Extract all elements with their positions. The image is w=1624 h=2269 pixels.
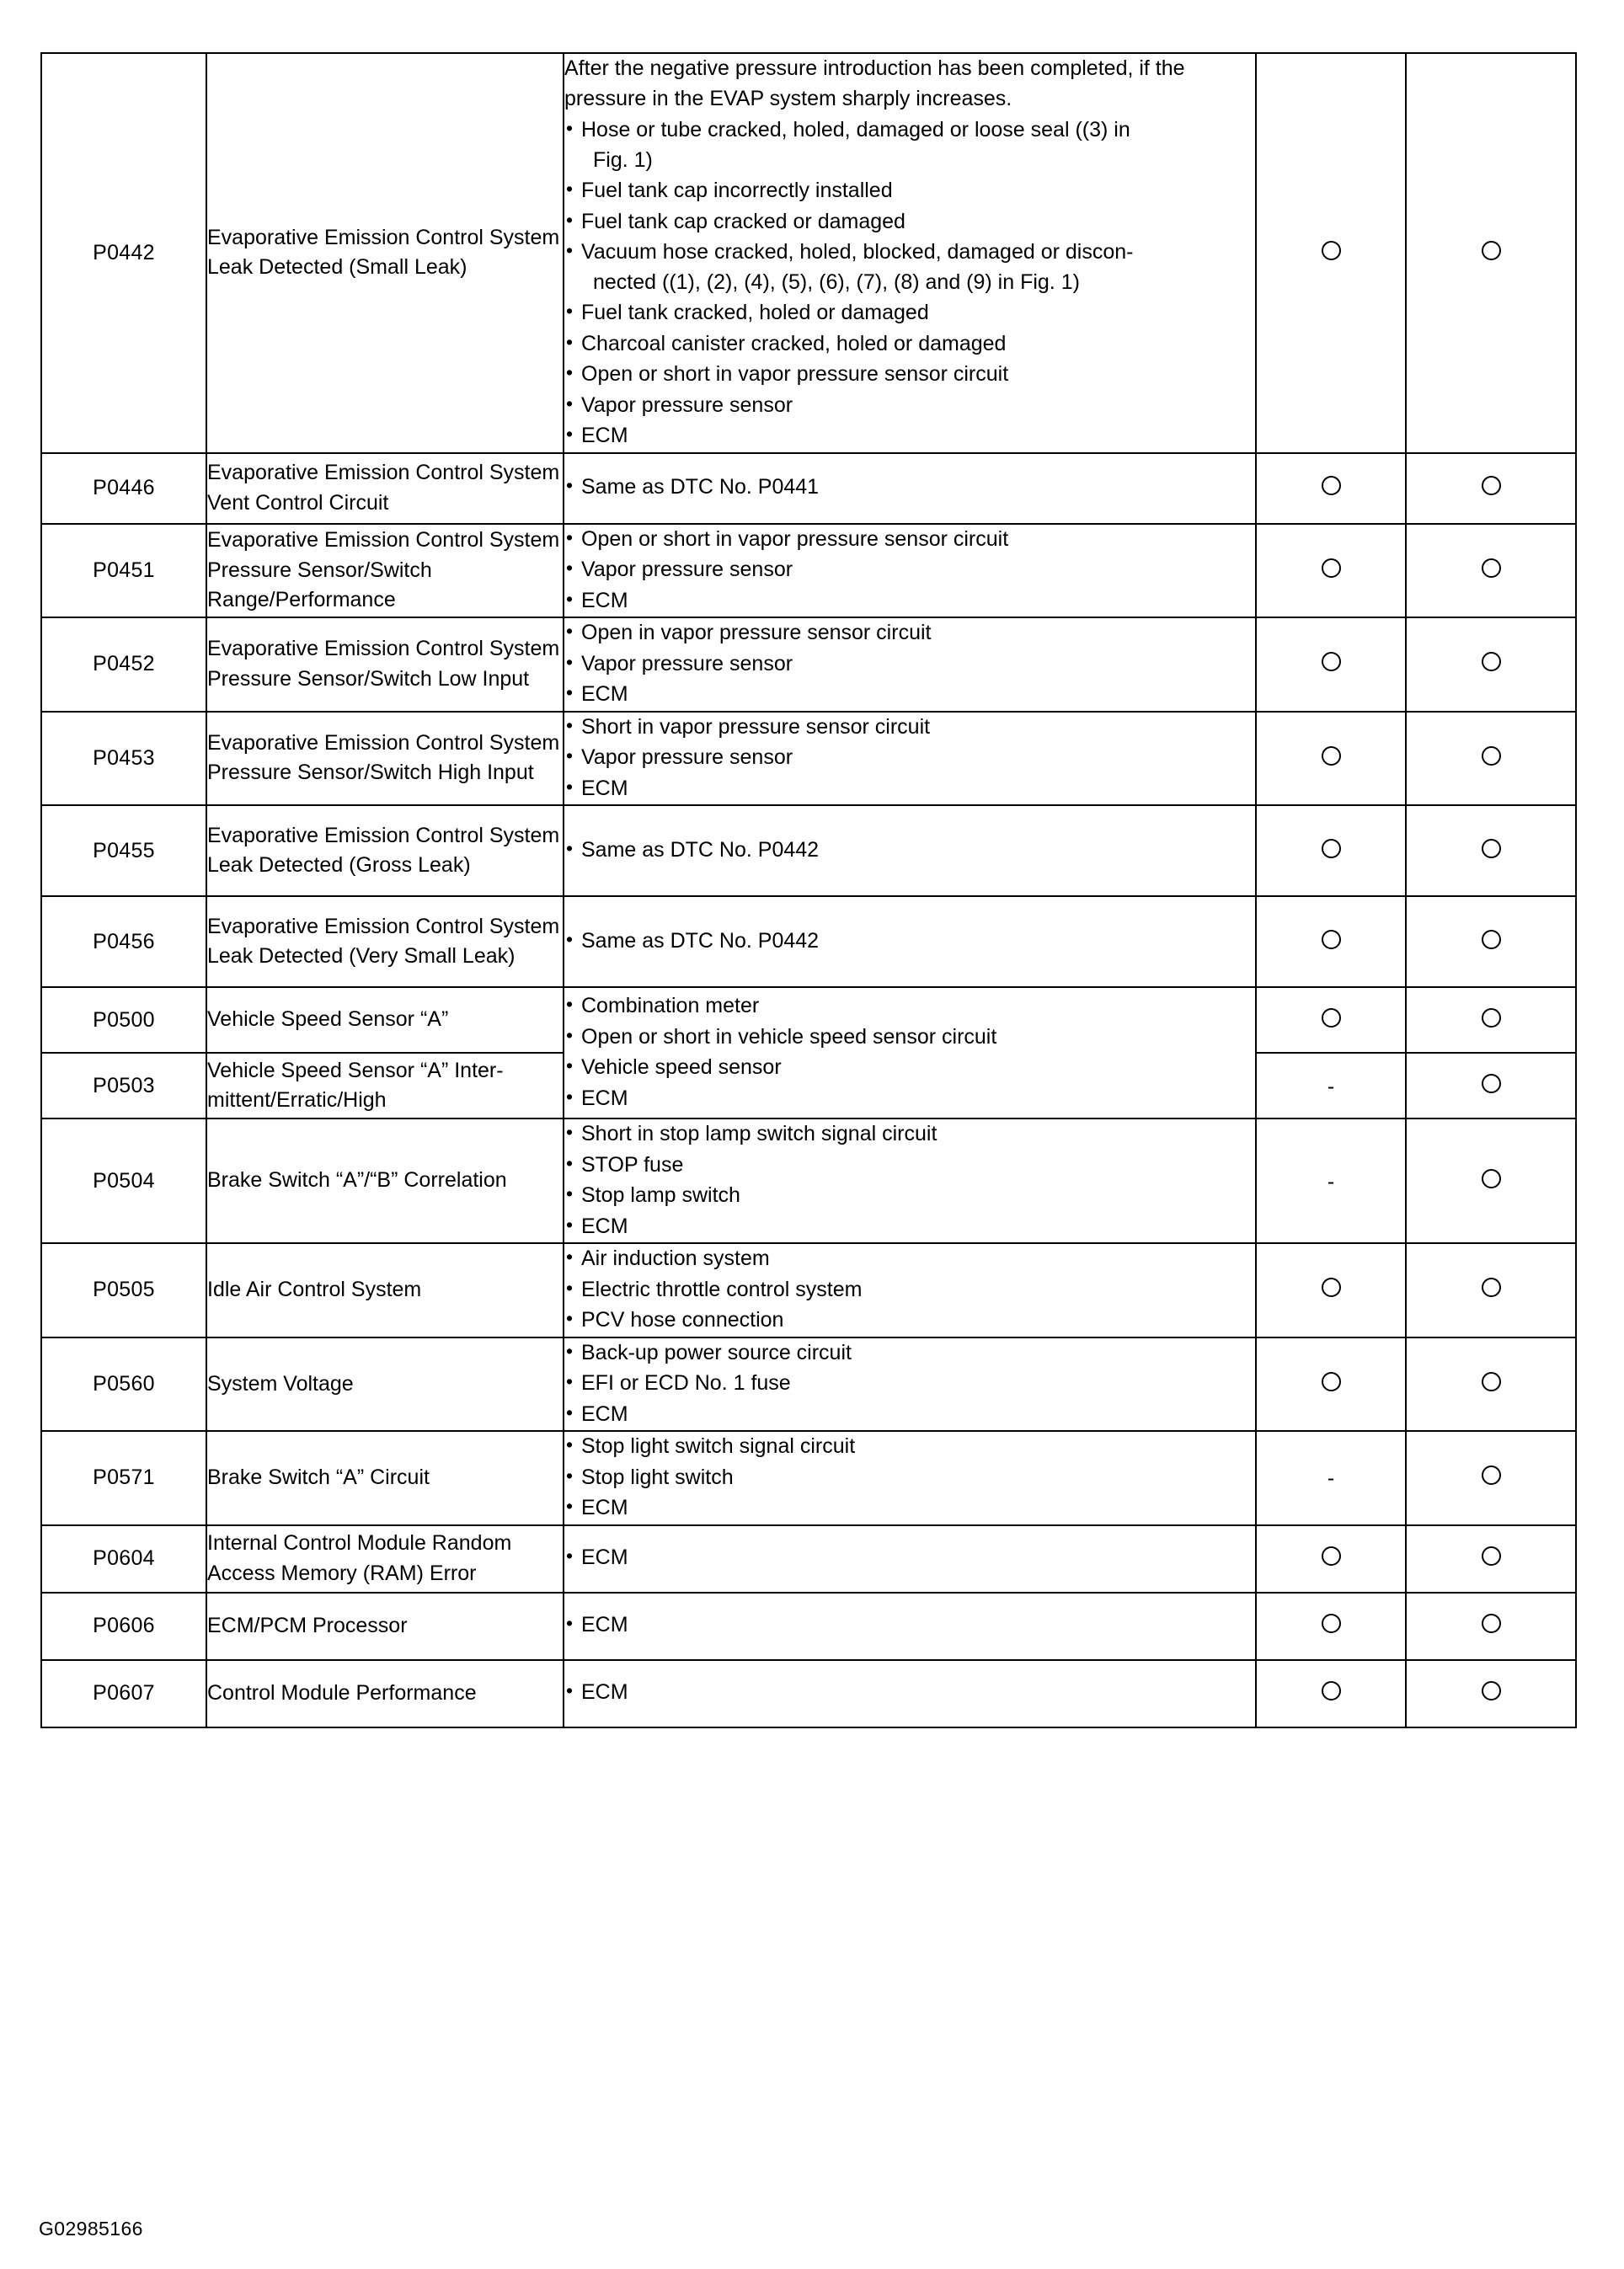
- list-item: [564, 713, 1255, 743]
- detection-item-list: [564, 836, 1255, 866]
- dtc-name-cell: Evaporative Emission Control System Pressure Sensor/Switch Low Input: [206, 617, 564, 712]
- dtc-name-cell: Control Module Performance: [206, 1660, 564, 1727]
- memory-indicator-cell: [1406, 896, 1576, 987]
- detection-lead-text: After the negative pressure introduction has been completed, if the pressure in the EVAP system sharply increases.: [564, 56, 1185, 110]
- memory-indicator-cell: [1406, 617, 1576, 712]
- memory-circle-icon: [1482, 558, 1501, 578]
- dtc-name-cell: Evaporative Emission Control System Leak Detected (Gross Leak): [206, 805, 564, 896]
- mil-circle-icon: [1322, 652, 1341, 671]
- list-item: [564, 836, 1255, 866]
- list-item-text: Vapor pressure sensor: [581, 745, 793, 769]
- dtc-code-cell: P0560: [41, 1337, 206, 1432]
- list-item: [564, 1084, 1255, 1114]
- detection-item-list: [564, 1610, 1255, 1641]
- mil-indicator-cell: [1256, 1118, 1406, 1243]
- list-item: [564, 1181, 1255, 1211]
- mil-dash-icon: -: [1327, 1074, 1335, 1098]
- list-item: [564, 1610, 1255, 1641]
- table-row: [41, 987, 1576, 1053]
- mil-indicator-cell: [1256, 524, 1406, 618]
- list-item-text: ECM: [581, 682, 628, 706]
- mil-indicator-cell: [1256, 1593, 1406, 1660]
- memory-indicator-cell: [1406, 1337, 1576, 1432]
- detection-item-list: [564, 713, 1255, 804]
- dtc-name-cell: Idle Air Control System: [206, 1243, 564, 1337]
- list-item: [564, 298, 1255, 328]
- list-item-text: Hose or tube cracked, holed, damaged or loose seal ((3) in: [581, 118, 1130, 141]
- list-item-text: ECM: [581, 424, 628, 447]
- dtc-name-cell: Evaporative Emission Control System Vent Control Circuit: [206, 453, 564, 524]
- list-item: [564, 1022, 1255, 1053]
- list-item: [564, 1432, 1255, 1462]
- dtc-code-cell: P0571: [41, 1431, 206, 1525]
- list-item: [564, 207, 1255, 238]
- mil-indicator-cell: [1256, 1431, 1406, 1525]
- list-item-text: Open or short in vehicle speed sensor circuit: [581, 1024, 997, 1049]
- list-item: [564, 1212, 1255, 1242]
- dtc-table: [40, 52, 1577, 1728]
- list-item: [564, 1369, 1255, 1399]
- memory-circle-icon: [1482, 746, 1501, 766]
- list-item: [564, 1493, 1255, 1524]
- memory-indicator-cell: [1406, 1243, 1576, 1337]
- dtc-detection-cell: [564, 453, 1256, 524]
- memory-circle-icon: [1482, 1074, 1501, 1093]
- list-item-continuation: Fig. 1): [593, 147, 653, 172]
- list-item-text: ECM: [581, 1496, 628, 1519]
- dtc-name-cell: Evaporative Emission Control System Leak Detected (Small Leak): [206, 53, 564, 453]
- list-item-text: Open or short in vapor pressure sensor circuit: [581, 362, 1009, 386]
- memory-circle-icon: [1482, 652, 1501, 671]
- detection-item-list: [564, 115, 1255, 451]
- list-item-text: Same as DTC No. P0441: [581, 475, 820, 499]
- dtc-code-cell: P0453: [41, 712, 206, 806]
- list-item-text: Charcoal canister cracked, holed or damaged: [581, 331, 1007, 355]
- list-item: [564, 1400, 1255, 1430]
- list-item: [564, 238, 1255, 297]
- detection-item-list: [564, 618, 1255, 710]
- mil-indicator-cell: [1256, 53, 1406, 453]
- list-item: [564, 1463, 1255, 1493]
- mil-circle-icon: [1322, 558, 1341, 578]
- detection-item-list: [564, 1678, 1255, 1708]
- list-item: [564, 1244, 1255, 1274]
- mil-circle-icon: [1322, 1278, 1341, 1297]
- memory-indicator-cell: [1406, 1525, 1576, 1593]
- mil-dash-icon: -: [1327, 1169, 1335, 1193]
- list-item-text: ECM: [581, 1613, 628, 1637]
- mil-circle-icon: [1322, 839, 1341, 858]
- mil-circle-icon: [1322, 476, 1341, 495]
- mil-indicator-cell: [1256, 1337, 1406, 1432]
- dtc-code-cell: P0606: [41, 1593, 206, 1660]
- table-row: [41, 712, 1576, 806]
- table-row: [41, 1337, 1576, 1432]
- mil-circle-icon: [1322, 1614, 1341, 1633]
- list-item-text: ECM: [581, 588, 628, 612]
- memory-indicator-cell: [1406, 53, 1576, 453]
- dtc-detection-cell: [564, 896, 1256, 987]
- list-item: [564, 176, 1255, 206]
- dtc-detection-cell: [564, 712, 1256, 806]
- memory-circle-icon: [1482, 1546, 1501, 1566]
- list-item-text: ECM: [581, 1214, 628, 1238]
- mil-circle-icon: [1322, 1372, 1341, 1391]
- list-item: [564, 926, 1255, 957]
- table-row: [41, 617, 1576, 712]
- memory-indicator-cell: [1406, 1118, 1576, 1243]
- mil-dash-icon: -: [1327, 1466, 1335, 1491]
- dtc-detection-cell: [564, 1431, 1256, 1525]
- memory-circle-icon: [1482, 1008, 1501, 1028]
- list-item: [564, 743, 1255, 773]
- detection-item-list: [564, 525, 1255, 617]
- memory-circle-icon: [1482, 1466, 1501, 1485]
- list-item: [564, 618, 1255, 649]
- memory-indicator-cell: [1406, 1431, 1576, 1525]
- dtc-name-cell: ECM/PCM Processor: [206, 1593, 564, 1660]
- list-item: [564, 1305, 1255, 1336]
- detection-item-list: [564, 1244, 1255, 1336]
- table-row: [41, 805, 1576, 896]
- list-item: [564, 1151, 1255, 1181]
- list-item-text: Short in stop lamp switch signal circuit: [581, 1122, 938, 1145]
- list-item: [564, 586, 1255, 617]
- memory-circle-icon: [1482, 1614, 1501, 1633]
- list-item-text: ECM: [581, 1401, 628, 1426]
- mil-indicator-cell: [1256, 1525, 1406, 1593]
- list-item-text: Fuel tank cracked, holed or damaged: [581, 301, 929, 324]
- memory-circle-icon: [1482, 1169, 1501, 1188]
- dtc-detection-cell: [564, 1593, 1256, 1660]
- list-item: [564, 115, 1255, 175]
- memory-circle-icon: [1482, 930, 1501, 949]
- mil-circle-icon: [1322, 930, 1341, 949]
- dtc-name-cell: System Voltage: [206, 1337, 564, 1432]
- list-item: [564, 649, 1255, 680]
- list-item: [564, 525, 1255, 555]
- list-item: [564, 1275, 1255, 1305]
- detection-item-list: [564, 1338, 1255, 1430]
- list-item: [564, 774, 1255, 804]
- list-item: [564, 1338, 1255, 1369]
- table-row: [41, 1593, 1576, 1660]
- dtc-name-cell: Internal Control Module Random Access Memory (RAM) Error: [206, 1525, 564, 1593]
- footer-document-code: G02985166: [39, 2218, 143, 2240]
- table-row: [41, 896, 1576, 987]
- mil-indicator-cell: [1256, 617, 1406, 712]
- dtc-detection-cell: [564, 524, 1256, 618]
- memory-circle-icon: [1482, 476, 1501, 495]
- dtc-code-cell: P0451: [41, 524, 206, 618]
- dtc-detection-cell: [564, 1660, 1256, 1727]
- mil-circle-icon: [1322, 1008, 1341, 1028]
- dtc-detection-cell: [564, 1525, 1256, 1593]
- dtc-detection-cell: [564, 805, 1256, 896]
- list-item: [564, 329, 1255, 360]
- memory-indicator-cell: [1406, 1053, 1576, 1118]
- memory-indicator-cell: [1406, 805, 1576, 896]
- list-item-text: Vacuum hose cracked, holed, blocked, damaged or discon-: [581, 240, 1134, 264]
- memory-indicator-cell: [1406, 524, 1576, 618]
- list-item-text: STOP fuse: [581, 1152, 684, 1177]
- list-item: [564, 472, 1255, 503]
- detection-item-list: [564, 1119, 1255, 1241]
- list-item: [564, 1543, 1255, 1573]
- dtc-name-cell: Brake Switch “A” Circuit: [206, 1431, 564, 1525]
- list-item-text: ECM: [581, 776, 628, 800]
- table-row: [41, 1243, 1576, 1337]
- mil-indicator-cell: [1256, 453, 1406, 524]
- list-item-text: Fuel tank cap incorrectly installed: [581, 179, 893, 202]
- table-row: [41, 1118, 1576, 1243]
- dtc-name-cell: Vehicle Speed Sensor “A” Inter-mittent/Erratic/High: [206, 1053, 564, 1118]
- dtc-name-cell: Evaporative Emission Control System Pressure Sensor/Switch Range/Performance: [206, 524, 564, 618]
- list-item: [564, 391, 1255, 421]
- table-row: [41, 1431, 1576, 1525]
- mil-circle-icon: [1322, 241, 1341, 260]
- list-item-text: Air induction system: [581, 1247, 770, 1270]
- dtc-detection-cell: [564, 1118, 1256, 1243]
- dtc-code-cell: P0500: [41, 987, 206, 1053]
- list-item: [564, 421, 1255, 451]
- mil-circle-icon: [1322, 746, 1341, 766]
- detection-item-list: [564, 926, 1255, 957]
- list-item-text: Stop lamp switch: [581, 1183, 740, 1207]
- list-item-text: Fuel tank cap cracked or damaged: [581, 209, 905, 233]
- detection-item-list: [564, 1432, 1255, 1524]
- list-item: [564, 1053, 1255, 1083]
- list-item-text: Vapor pressure sensor: [581, 651, 793, 675]
- list-item-text: Combination meter: [581, 994, 760, 1017]
- dtc-detection-cell: [564, 1243, 1256, 1337]
- list-item-text: ECM: [581, 1680, 628, 1705]
- memory-indicator-cell: [1406, 987, 1576, 1053]
- detection-item-list: [564, 991, 1255, 1113]
- dtc-detection-cell: [564, 987, 1256, 1118]
- memory-circle-icon: [1482, 839, 1501, 858]
- list-item-text: ECM: [581, 1546, 628, 1570]
- dtc-code-cell: P0604: [41, 1525, 206, 1593]
- dtc-name-cell: Brake Switch “A”/“B” Correlation: [206, 1118, 564, 1243]
- dtc-code-cell: P0452: [41, 617, 206, 712]
- memory-circle-icon: [1482, 1681, 1501, 1700]
- list-item-text: Electric throttle control system: [581, 1277, 863, 1301]
- list-item-text: PCV hose connection: [581, 1308, 784, 1332]
- memory-circle-icon: [1482, 241, 1501, 260]
- mil-indicator-cell: [1256, 712, 1406, 806]
- memory-circle-icon: [1482, 1278, 1501, 1297]
- dtc-detection-cell: [564, 1337, 1256, 1432]
- list-item-text: Open or short in vapor pressure sensor circuit: [581, 526, 1009, 551]
- list-item: [564, 555, 1255, 585]
- list-item-text: Vehicle speed sensor: [581, 1055, 782, 1079]
- memory-indicator-cell: [1406, 1660, 1576, 1727]
- list-item-continuation: nected ((1), (2), (4), (5), (6), (7), (8) and (9) in Fig. 1): [593, 270, 1080, 294]
- list-item: [564, 1119, 1255, 1150]
- mil-indicator-cell: [1256, 1243, 1406, 1337]
- dtc-name-cell: Evaporative Emission Control System Pressure Sensor/Switch High Input: [206, 712, 564, 806]
- mil-circle-icon: [1322, 1681, 1341, 1700]
- table-row: [41, 1525, 1576, 1593]
- table-row: [41, 524, 1576, 618]
- dtc-code-cell: P0455: [41, 805, 206, 896]
- memory-indicator-cell: [1406, 1593, 1576, 1660]
- dtc-code-cell: P0446: [41, 453, 206, 524]
- table-row: [41, 453, 1576, 524]
- list-item-text: ECM: [581, 1086, 628, 1110]
- dtc-name-cell: Vehicle Speed Sensor “A”: [206, 987, 564, 1053]
- list-item-text: Short in vapor pressure sensor circuit: [581, 714, 931, 739]
- list-item: [564, 680, 1255, 710]
- list-item: [564, 1678, 1255, 1708]
- list-item-text: Same as DTC No. P0442: [581, 928, 820, 953]
- memory-circle-icon: [1482, 1372, 1501, 1391]
- dtc-code-cell: P0456: [41, 896, 206, 987]
- table-row: [41, 1660, 1576, 1727]
- list-item-text: Vapor pressure sensor: [581, 392, 793, 417]
- dtc-code-cell: P0505: [41, 1243, 206, 1337]
- dtc-code-cell: P0442: [41, 53, 206, 453]
- detection-item-list: [564, 472, 1255, 503]
- dtc-name-cell: Evaporative Emission Control System Leak Detected (Very Small Leak): [206, 896, 564, 987]
- memory-indicator-cell: [1406, 453, 1576, 524]
- table-row: [41, 53, 1576, 453]
- list-item-text: Vapor pressure sensor: [581, 558, 793, 581]
- list-item-text: Stop light switch: [581, 1465, 734, 1489]
- dtc-code-cell: P0503: [41, 1053, 206, 1118]
- mil-indicator-cell: [1256, 805, 1406, 896]
- memory-indicator-cell: [1406, 712, 1576, 806]
- list-item-text: Back-up power source circuit: [581, 1340, 852, 1364]
- list-item-text: Same as DTC No. P0442: [581, 837, 820, 862]
- list-item: [564, 991, 1255, 1022]
- detection-item-list: [564, 1543, 1255, 1573]
- dtc-detection-cell: [564, 617, 1256, 712]
- mil-circle-icon: [1322, 1546, 1341, 1566]
- list-item: [564, 360, 1255, 390]
- mil-indicator-cell: [1256, 1660, 1406, 1727]
- list-item-text: Open in vapor pressure sensor circuit: [581, 621, 932, 644]
- dtc-detection-cell: [564, 53, 1256, 453]
- list-item-text: Stop light switch signal circuit: [581, 1434, 856, 1458]
- mil-indicator-cell: [1256, 1053, 1406, 1118]
- list-item-text: EFI or ECD No. 1 fuse: [581, 1371, 791, 1395]
- dtc-code-cell: P0504: [41, 1118, 206, 1243]
- mil-indicator-cell: [1256, 987, 1406, 1053]
- dtc-code-cell: P0607: [41, 1660, 206, 1727]
- mil-indicator-cell: [1256, 896, 1406, 987]
